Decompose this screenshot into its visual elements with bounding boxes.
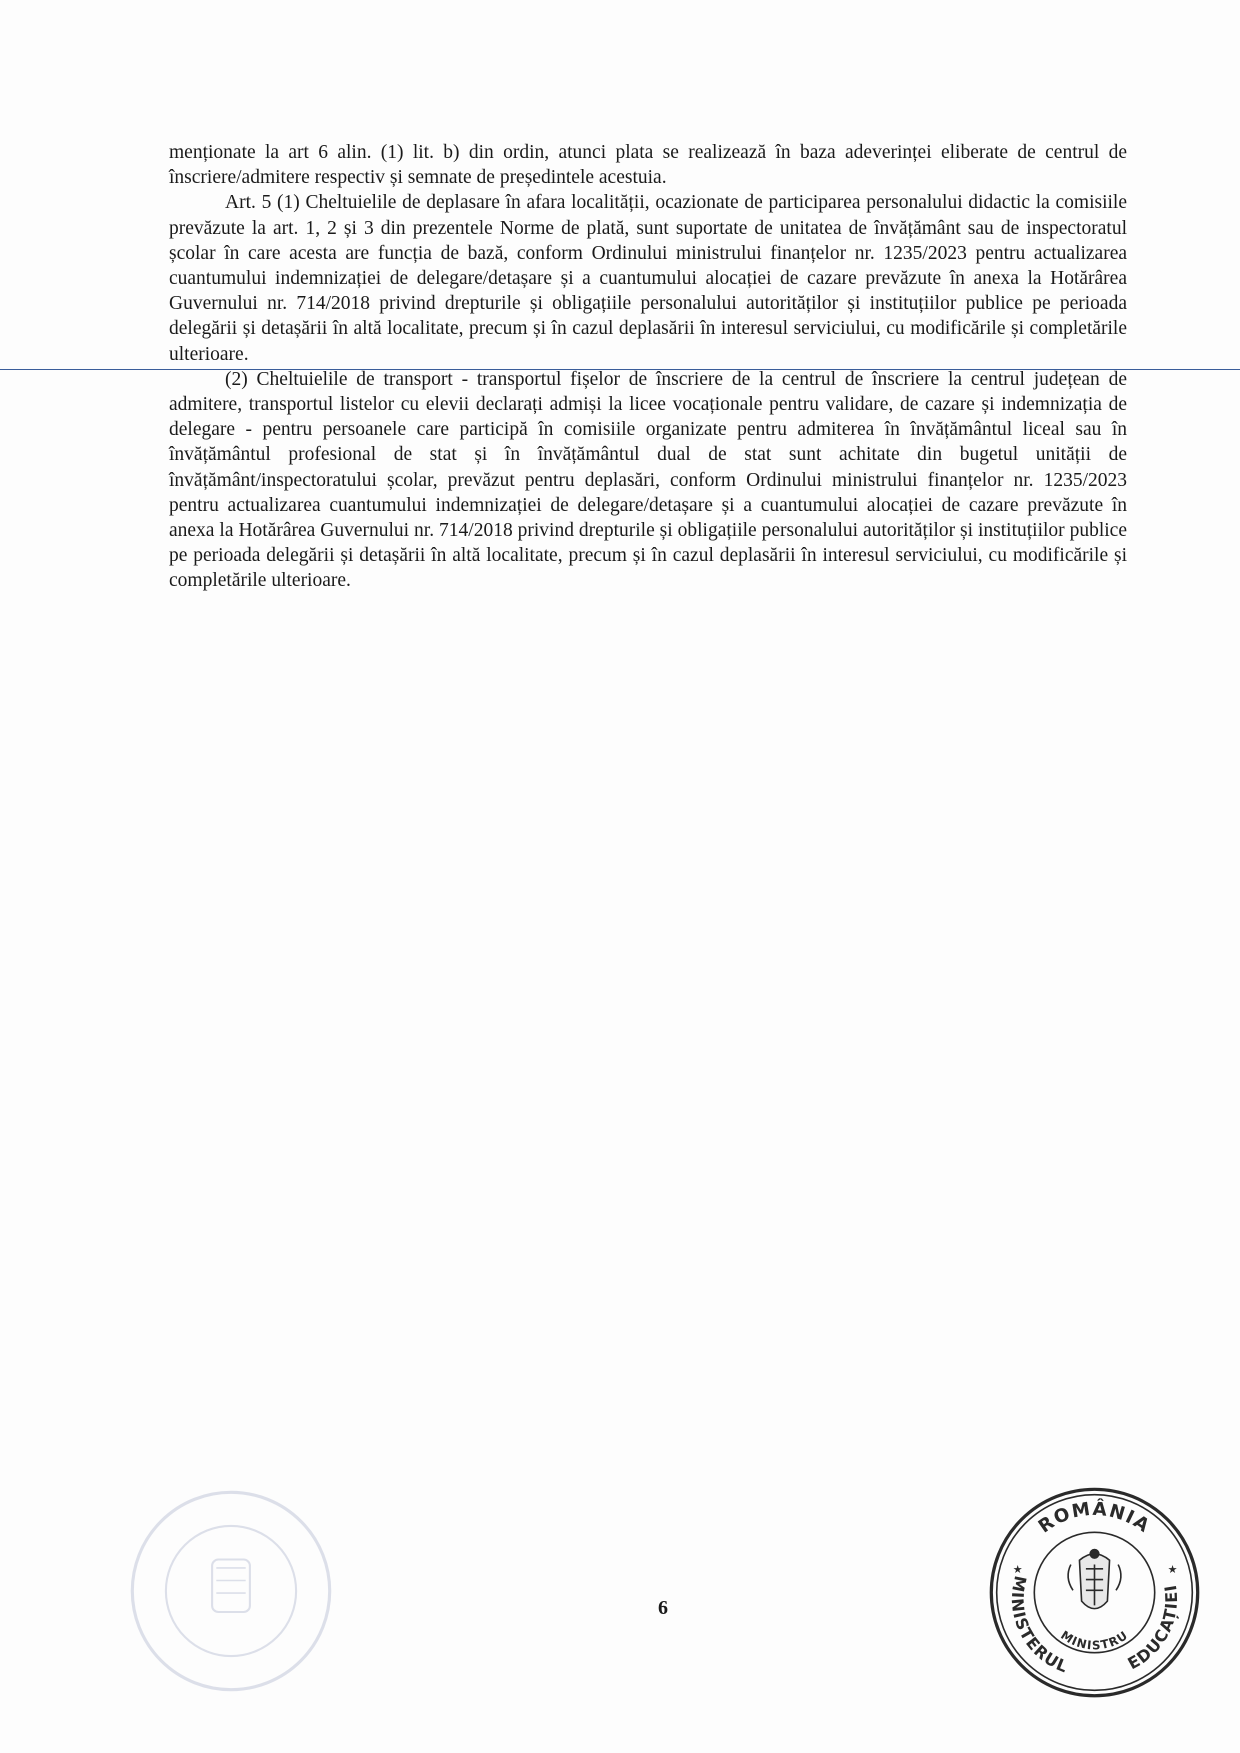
seal-star-right-icon: ★	[1167, 1564, 1178, 1577]
seal-top-text: ROMÂNIA	[1034, 1498, 1155, 1538]
faint-seal-stamp	[126, 1486, 336, 1696]
coat-of-arms-icon	[1068, 1550, 1121, 1609]
seal-star-left-icon: ★	[1012, 1564, 1023, 1577]
seal-left-text: MINISTERUL	[1007, 1574, 1072, 1677]
seal-center-text: MINISTRU	[1058, 1627, 1131, 1653]
ministry-seal-stamp	[987, 1485, 1202, 1700]
page-number: 6	[658, 1597, 668, 1619]
seal-right-text: EDUCAȚIEI	[1124, 1582, 1182, 1674]
paragraph-art5-alin2: (2) Cheltuielile de transport - transportul fișelor de înscriere de la centrul de înscriere la centrul județean de admitere, transportul listelor cu elevii declarați admiși la licee vocaționale pentru validare, de cazare și indemnizația de delegare - pentru persoanele care participă în comisiile organizate pentru admiterea în învățământul liceal sau în învățământul profesional de stat și în învățământul dual de stat sunt achitate din bugetul unității de învățământ/inspectoratului școlar, prevăzut pentru deplasări, conform Ordinului ministrului finanțelor nr. 1235/2023 pentru actualizarea cuantumului indemnizației de delegare/detașare și a cuantumului alocației de cazare prevăzute în anexa la Hotărârea Guvernului nr. 714/2018 privind drepturile și obligațiile personalului autorităților și instituțiilor publice pe perioada delegării și detașării în altă localitate, precum și în cazul deplasării în interesul serviciului, cu modificările și completările ulterioare.	[169, 368, 1127, 592]
paragraph-continuation: menționate la art 6 alin. (1) lit. b) din ordin, atunci plata se realizează în baza adeverinței eliberate de centrul de înscriere/admitere respectiv și semnate de președintele acestuia.	[169, 142, 1127, 189]
paragraph-art5-alin1: Art. 5 (1) Cheltuielile de deplasare în afara localității, ocazionate de participarea personalului didactic la comisiile prevăzute la art. 1, 2 și 3 din prezentele Norme de plată, sunt suportate de unitatea de învățământ sau de inspectoratul școlar în care acesta are funcția de bază, conform Ordinului ministrului finanțelor nr. 1235/2023 pentru actualizarea cuantumului indemnizației de delegare/detașare și a cuantumului alocației de cazare prevăzute în anexa la Hotărârea Guvernului nr. 714/2018 privind drepturile și obligațiile personalului autorităților și instituțiilor publice pe perioada delegării și detașării în altă localitate, precum și în cazul deplasării în interesul serviciului, cu modificările și completările ulterioare.	[169, 192, 1127, 365]
document-body	[169, 140, 1127, 594]
